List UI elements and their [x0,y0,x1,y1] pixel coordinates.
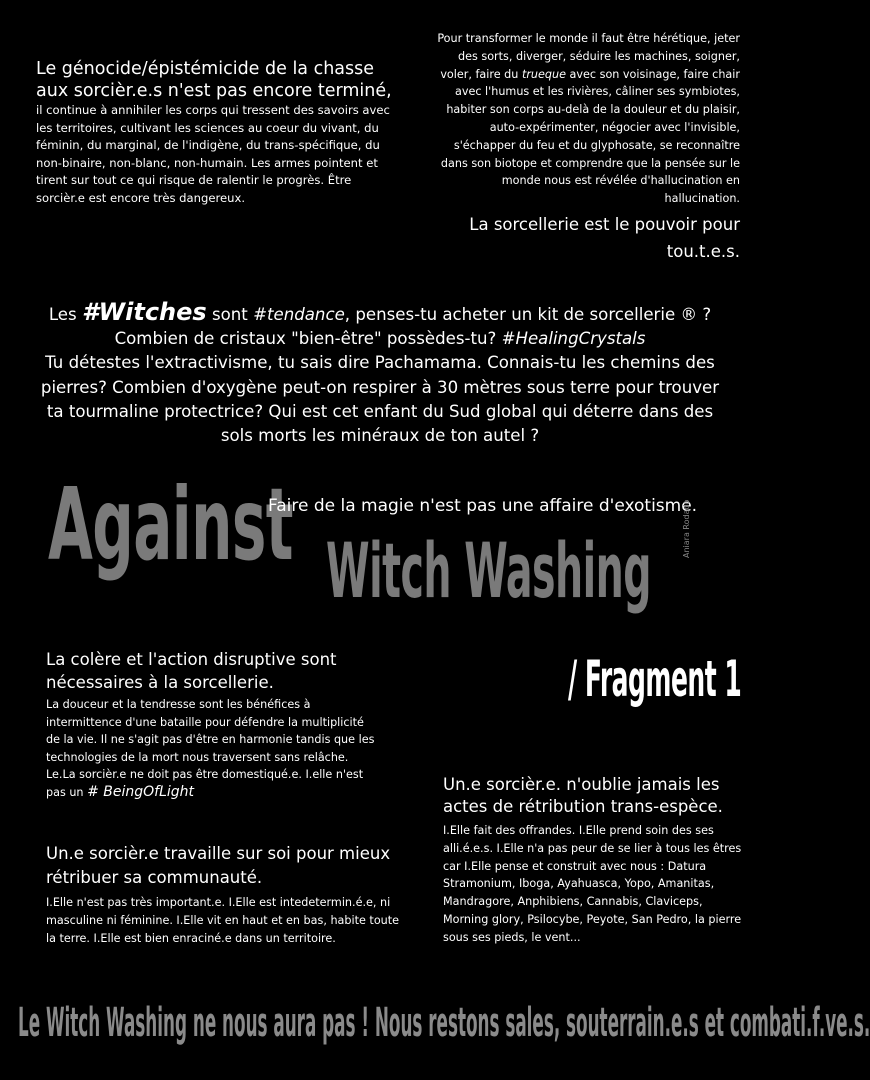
question-line-2 [30,327,730,351]
closing-slogan: Le Witch Washing ne nous aura pas ! Nous restons sales, souterrain.e.s et combati.f.ve.s. [18,1000,870,1046]
title-witch-washing: Witch Washing [326,526,652,615]
healing-crystals-hashtag: #HealingCrystals [501,329,646,349]
community-lead: Un.e sorcièr.e travaille sur soi pour mieux rétribuer sa communauté. [46,844,391,887]
tendance-hashtag: #tendance [253,305,345,324]
community-body: I.Elle n'est pas très important.e. I.Elle est intedetermin.é.e, ni masculine ni féminine. I.Elle vit en haut et en bas, habite toute la terre. I.Elle est bien enraciné.e dans un territoire. [46,896,400,945]
manifesto-block [430,30,740,265]
anger-body [46,696,376,802]
manifesto-body-em: trueque [521,67,566,81]
question-line-1 [30,300,730,327]
intro-block [36,58,396,208]
q1-c: , penses-tu acheter un kit de sorcellerie ® ? [344,305,712,324]
retribution-lead: Un.e sorcièr.e. n'oublie jamais les actes de rétribution trans-espèce. [443,775,723,816]
community-block [46,842,406,947]
intro-body: il continue à annihiler les corps qui tressent des savoirs avec les territoires, cultivant les sciences au coeur du vivant, du féminin, du marginal, de l'indigène, du trans-spécifique, du non-binaire, non-blanc, non-humain. Les armes pointent et tirent sur tout ce qui risque de ralentir le progrès. Être sorcièr.e est encore très dangereux. [36,103,390,205]
anger-body-a: La douceur et la tendresse sont les bénéfices à intermittence d'une bataille pour défendre la multiplicité de la vie. Il ne s'agit pas d'être en harmonie tandis que les technologies de la mort nous traversent sans relâche. Le.La sorcièr.e ne doit pas être domestiqué.e. I.elle n'est pas un [46,698,375,799]
exotic-statement: Faire de la magie n'est pas une affaire d'exotisme. [268,496,698,516]
author-credit: Aniara Rodado [682,499,691,558]
question-line-3: Tu détestes l'extractivisme, tu sais dire Pachamama. Connais-tu les chemins des pierres? Combien d'oxygène peut-on respirer à 30 mètres sous terre pour trouver ta tourmaline protectrice? Qui est cet enfant du Sud global qui déterre dans des sols morts les minéraux de ton autel ? [40,353,720,446]
q1-b: sont [211,305,248,324]
retribution-body: I.Elle fait des offrandes. I.Elle prend soin des ses alli.é.e.s. I.Elle n'a pas peur de se lier à tous les êtres car I.Elle pense et construit avec nous : Datura Stramonium, Iboga, Ayahuasca, Yopo, Amanitas, Mandragore, Anphibiens, Cannabis, Claviceps, Morning glory, Psilocybe, Peyote, San Pedro, la pierre sous ses pieds, le vent... [443,824,742,944]
manifesto-lead: La sorcellerie est le pouvoir pour tou.t.e.s. [469,214,740,261]
retribution-block [443,774,743,947]
question-block [30,300,730,448]
manifesto-body [430,30,740,208]
anger-block [46,648,376,802]
anger-lead: La colère et l'action disruptive sont nécessaires à la sorcellerie. [46,650,337,692]
witches-hashtag: #Witches [81,298,207,326]
manifesto-body-a: Pour transformer le monde il faut être hérétique, jeter des sorts, diverger, séduire les machines, soigner, voler, faire du [437,32,740,81]
q1-a: Les [48,305,77,324]
being-of-light-hashtag: # BeingOfLight [87,783,195,800]
q2-a: Combien de cristaux "bien-être" possèdes-tu? [114,329,497,349]
title-against: Against [48,466,293,583]
intro-lead: Le génocide/épistémicide de la chasse aux sorcièr.e.s n'est pas encore terminé, [36,59,392,101]
manifesto-body-b: avec son voisinage, faire chair avec l'humus et les rivières, câliner ses symbiotes, habiter son corps au-delà de la douleur et du plaisir, auto-expérimenter, négocier avec l'invisible, s'échapper du feu et du glyphosate, se reconnaître dans son biotope et comprendre que la pensée sur le monde nous est révélée d'hallucination en hallucination. [440,67,740,206]
title-fragment: / Fragment 1 [568,650,742,708]
